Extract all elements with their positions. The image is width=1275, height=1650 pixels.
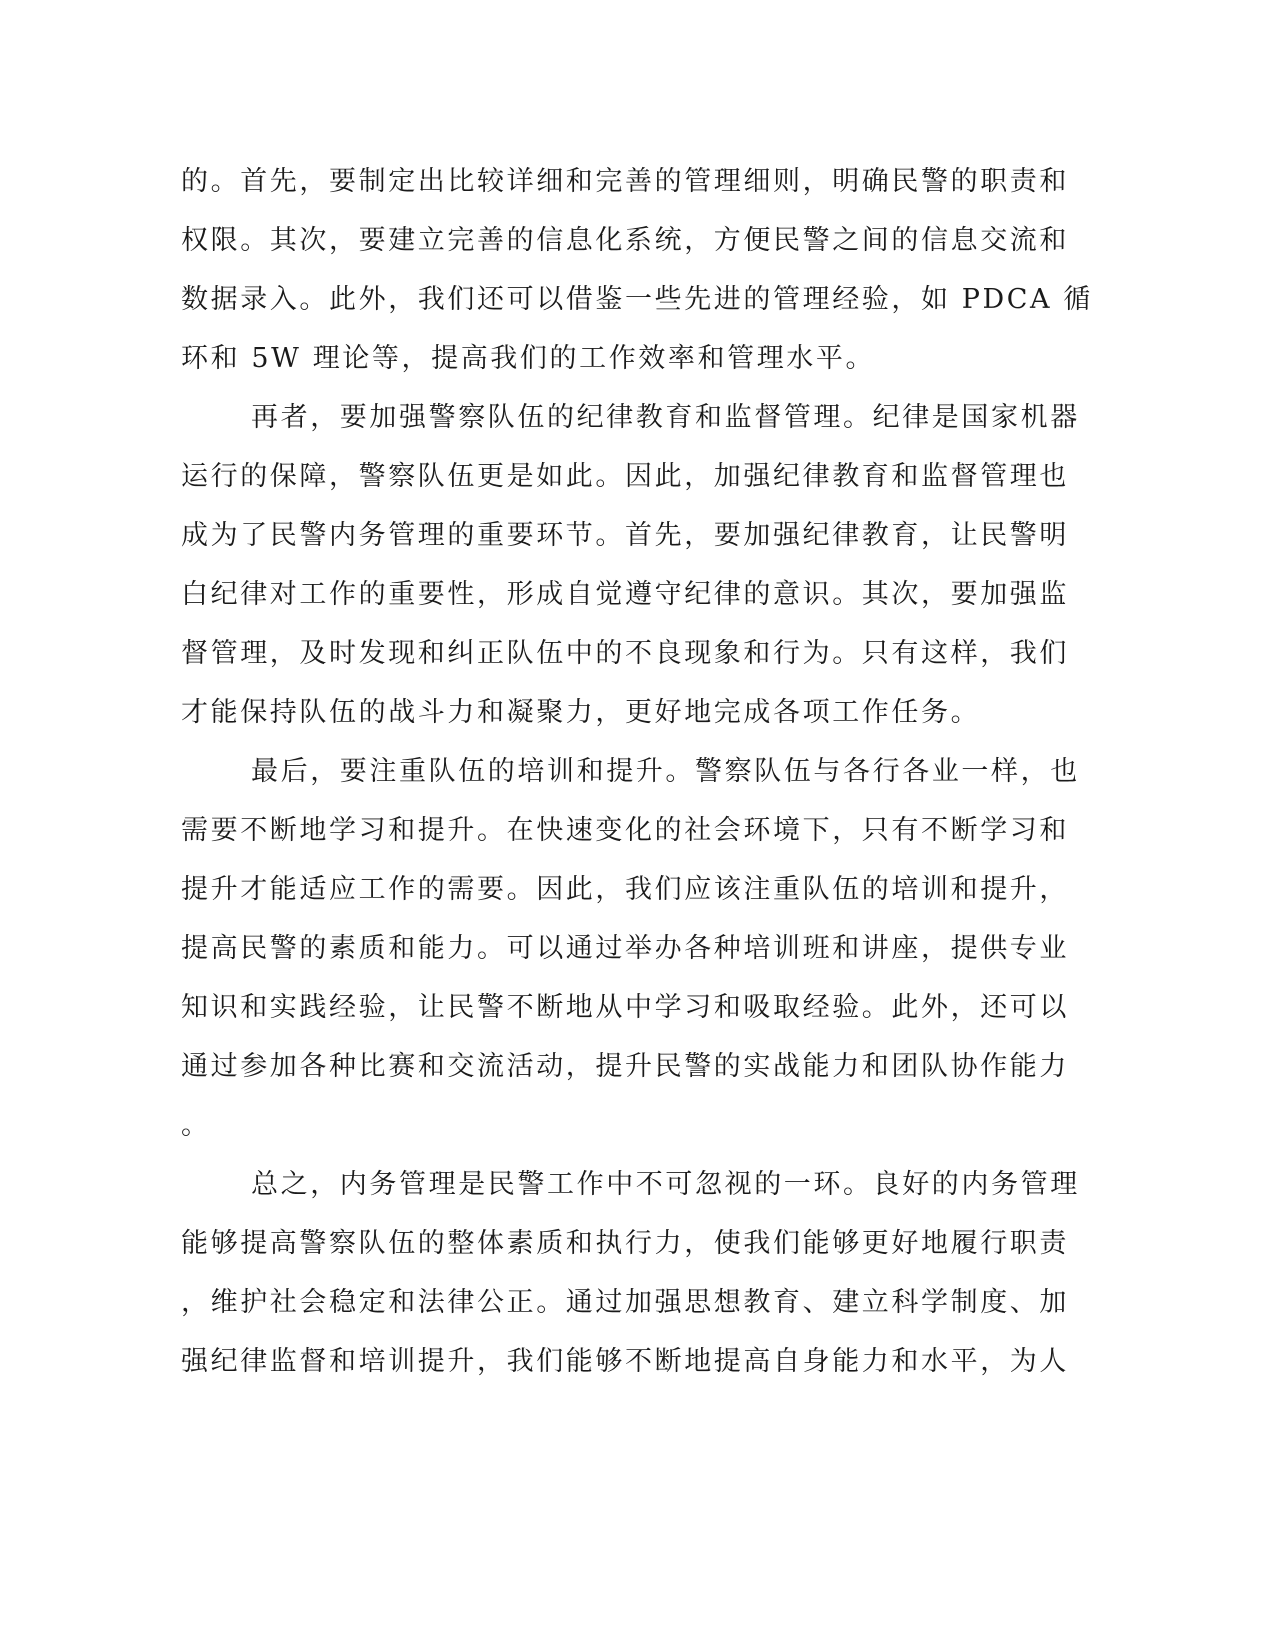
text-line: 强纪律监督和培训提升，我们能够不断地提高自身能力和水平，为人 (181, 1346, 1069, 1377)
text-line: ，维护社会稳定和法律公正。通过加强思想教育、建立科学制度、加 (181, 1287, 1069, 1318)
paragraph-first-line: 总之，内务管理是民警工作中不可忽视的一环。良好的内务管理 (251, 1169, 1080, 1200)
text-line: 督管理，及时发现和纠正队伍中的不良现象和行为。只有这样，我们 (181, 638, 1069, 669)
body-text (181, 152, 1093, 1391)
text-line: 白纪律对工作的重要性，形成自觉遵守纪律的意识。其次，要加强监 (181, 579, 1069, 610)
text-line: 才能保持队伍的战斗力和凝聚力，更好地完成各项工作任务。 (181, 697, 981, 728)
text-line: 通过参加各种比赛和交流活动，提升民警的实战能力和团队协作能力 (181, 1051, 1069, 1082)
text-line: 的。首先，要制定出比较详细和完善的管理细则，明确民警的职责和 (181, 166, 1069, 197)
text-line: 提升才能适应工作的需要。因此，我们应该注重队伍的培训和提升， (181, 874, 1069, 905)
paragraph-first-line: 再者，要加强警察队伍的纪律教育和监督管理。纪律是国家机器 (251, 402, 1080, 433)
text-line: 知识和实践经验，让民警不断地从中学习和吸取经验。此外，还可以 (181, 992, 1069, 1023)
text-line: 。 (181, 1110, 211, 1141)
text-line: 提高民警的素质和能力。可以通过举办各种培训班和讲座，提供专业 (181, 933, 1069, 964)
text-line: 权限。其次，要建立完善的信息化系统，方便民警之间的信息交流和 (181, 225, 1069, 256)
text-line: 运行的保障，警察队伍更是如此。因此，加强纪律教育和监督管理也 (181, 461, 1069, 492)
text-line: 成为了民警内务管理的重要环节。首先，要加强纪律教育，让民警明 (181, 520, 1069, 551)
paragraph-first-line: 最后，要注重队伍的培训和提升。警察队伍与各行各业一样，也 (251, 756, 1080, 787)
text-line: 需要不断地学习和提升。在快速变化的社会环境下，只有不断学习和 (181, 815, 1069, 846)
text-line: 环和 5W 理论等，提高我们的工作效率和管理水平。 (181, 343, 876, 374)
text-line: 能够提高警察队伍的整体素质和执行力，使我们能够更好地履行职责 (181, 1228, 1069, 1259)
text-line: 数据录入。此外，我们还可以借鉴一些先进的管理经验，如 PDCA 循 (181, 284, 1093, 315)
